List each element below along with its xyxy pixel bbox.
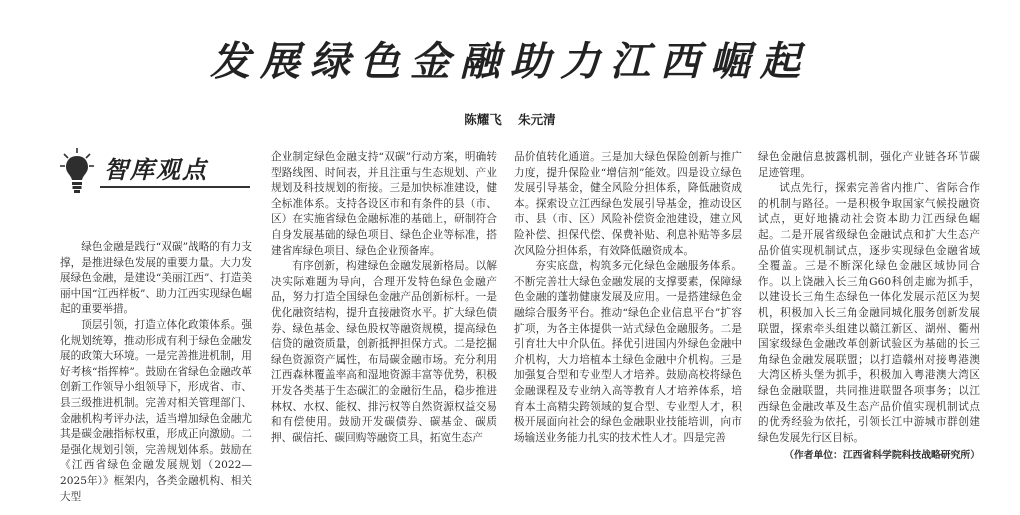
lightbulb-icon [60,146,94,196]
paragraph: 企业制定绿色金融支持“双碳”行动方案，明确转型路线图、时间表，并且注重与生态规划、产业规划及科技规划的衔接。三是加快标准建设，健全标准体系。支持各设区市和有条件的县（市、区）在实施省绿色金融标准的基础上，研制符合自身发展基础的绿色项目、绿色企业等标准，搭建省库绿色项目、绿色企业预备库。 [271,151,497,257]
divider [100,186,250,188]
paragraph: 绿色金融信息披露机制，强化产业链各环节碳足迹管理。 [758,151,980,179]
column-logo [60,140,260,200]
paragraph: 夯实底盘，构筑多元化绿色金融服务体系。不断完善壮大绿色金融发展的支撑要素，保障绿色金融的蓬勃健康发展及应用。一是搭建绿色金融综合服务平台。推动“绿色企业信息平台”扩容扩项，为各主体提供一站式绿色金融服务。二是引育壮大中介队伍。择优引进国内外绿色金融中介机构，大力培植本土绿色金融中介机构。三是加强复合型和专业型人才培养。鼓励高校将绿色金融课程及专业纳入高等教育人才培养体系，培育本土高精尖跨领域的复合型、专业型人才，积极开展面向社会的绿色金融职业技能培训，向市场输送业务能力扎实的技术性人才。四是完善 [514,260,742,444]
text-column-1 [60,240,252,510]
author-name: 朱元清 [518,112,556,127]
paragraph: 顶层引领，打造立体化政策体系。强化规划统筹，推动形成有利于绿色金融发展的政策大环境。一是完善推进机制，用好考核“指挥棒”。鼓励在省绿色金融改革创新工作领导小组领导下，形成省、市、县三级推进机制。完善对相关管理部门、金融机构考评办法，适当增加绿色金融尤其是碳金融指标权重，形成正向激励。二是强化规划引领，完善规划体系。鼓励在《江西省绿色金融发展规划（2022—2025年）》框架内，各类金融机构、相关大型 [60,318,252,503]
paragraph: 试点先行，探索完善省内推广、省际合作的机制与路径。一是积极争取国家气候投融资试点，更好地撬动社会资本助力江西绿色崛起。二是开展省级绿色金融试点和扩大生态产品价值实现机制试点，逐步实现绿色金融省域全覆盖。三是不断深化绿色金融区域协同合作。以上饶融入长三角G60科创走廊为抓手，以建设长三角生态绿色一体化发展示范区为契机，积极加入长三角金融同城化服务创新发展联盟，探索牵头组建以赣江新区、湖州、衢州国家级绿色金融改革创新试验区为基础的长三角绿色金融发展联盟；以打造赣州对接粤港澳大湾区桥头堡为抓手，积极加入粤港澳大湾区绿色金融联盟，共同推进联盟各项事务；以江西绿色金融改革及生态产品价值实现机制试点的优秀经验为依托，引领长江中游城市群创建绿色发展先行区目标。 [758,182,980,444]
paragraph: 品价值转化通道。三是加大绿色保险创新与推广力度，提升保险业“增信剂”能效。四是设立绿色发展引导基金，健全风险分担体系，降低融资成本。探索设立江西绿色发展引导基金，推动设区市、县（市、区）风险补偿资金池建设，建立风险补偿、担保代偿、保费补贴、利息补贴等多层次风险分担体系，有效降低融资成本。 [514,151,742,257]
author-affiliation: （作者单位：江西省科学院科技战略研究所） [784,450,980,462]
column-label: 智库观点 [104,156,208,184]
paragraph: 有序创新，构建绿色金融发展新格局。以解决实际难题为导向，合理开发特色绿色金融产品，努力打造全国绿色金融产品创新标杆。一是优化融资结构，提升直接融资水平。扩大绿色债券、绿色基金、绿色股权等融资规模，提高绿色信贷的融资质量，创新抵押担保方式。二是挖掘绿色资源资产属性，布局碳金融市场。充分利用江西森林覆盖率高和湿地资源丰富等优势，积极开发各类基于生态碳汇的金融衍生品，稳步推进林权、水权、能权、排污权等自然资源权益交易和有偿使用。鼓励开发碳债券、碳基金、碳质押、碳信托、碳回购等融资工具，拓宽生态产 [271,260,497,444]
text-column-2 [271,150,497,510]
text-column-4 [758,150,980,510]
author-name: 陈耀飞 [464,112,502,127]
paragraph: 绿色金融是践行“双碳”战略的有力支撑，是推进绿色发展的重要力量。大力发展绿色金融，是建设“美丽江西”、打造美丽中国“江西样板”、助力江西实现绿色崛起的重要举措。 [60,241,252,316]
article-title: 发展绿色金融助力江西崛起 [210,39,810,85]
byline [0,110,1020,128]
text-column-3 [514,150,742,510]
